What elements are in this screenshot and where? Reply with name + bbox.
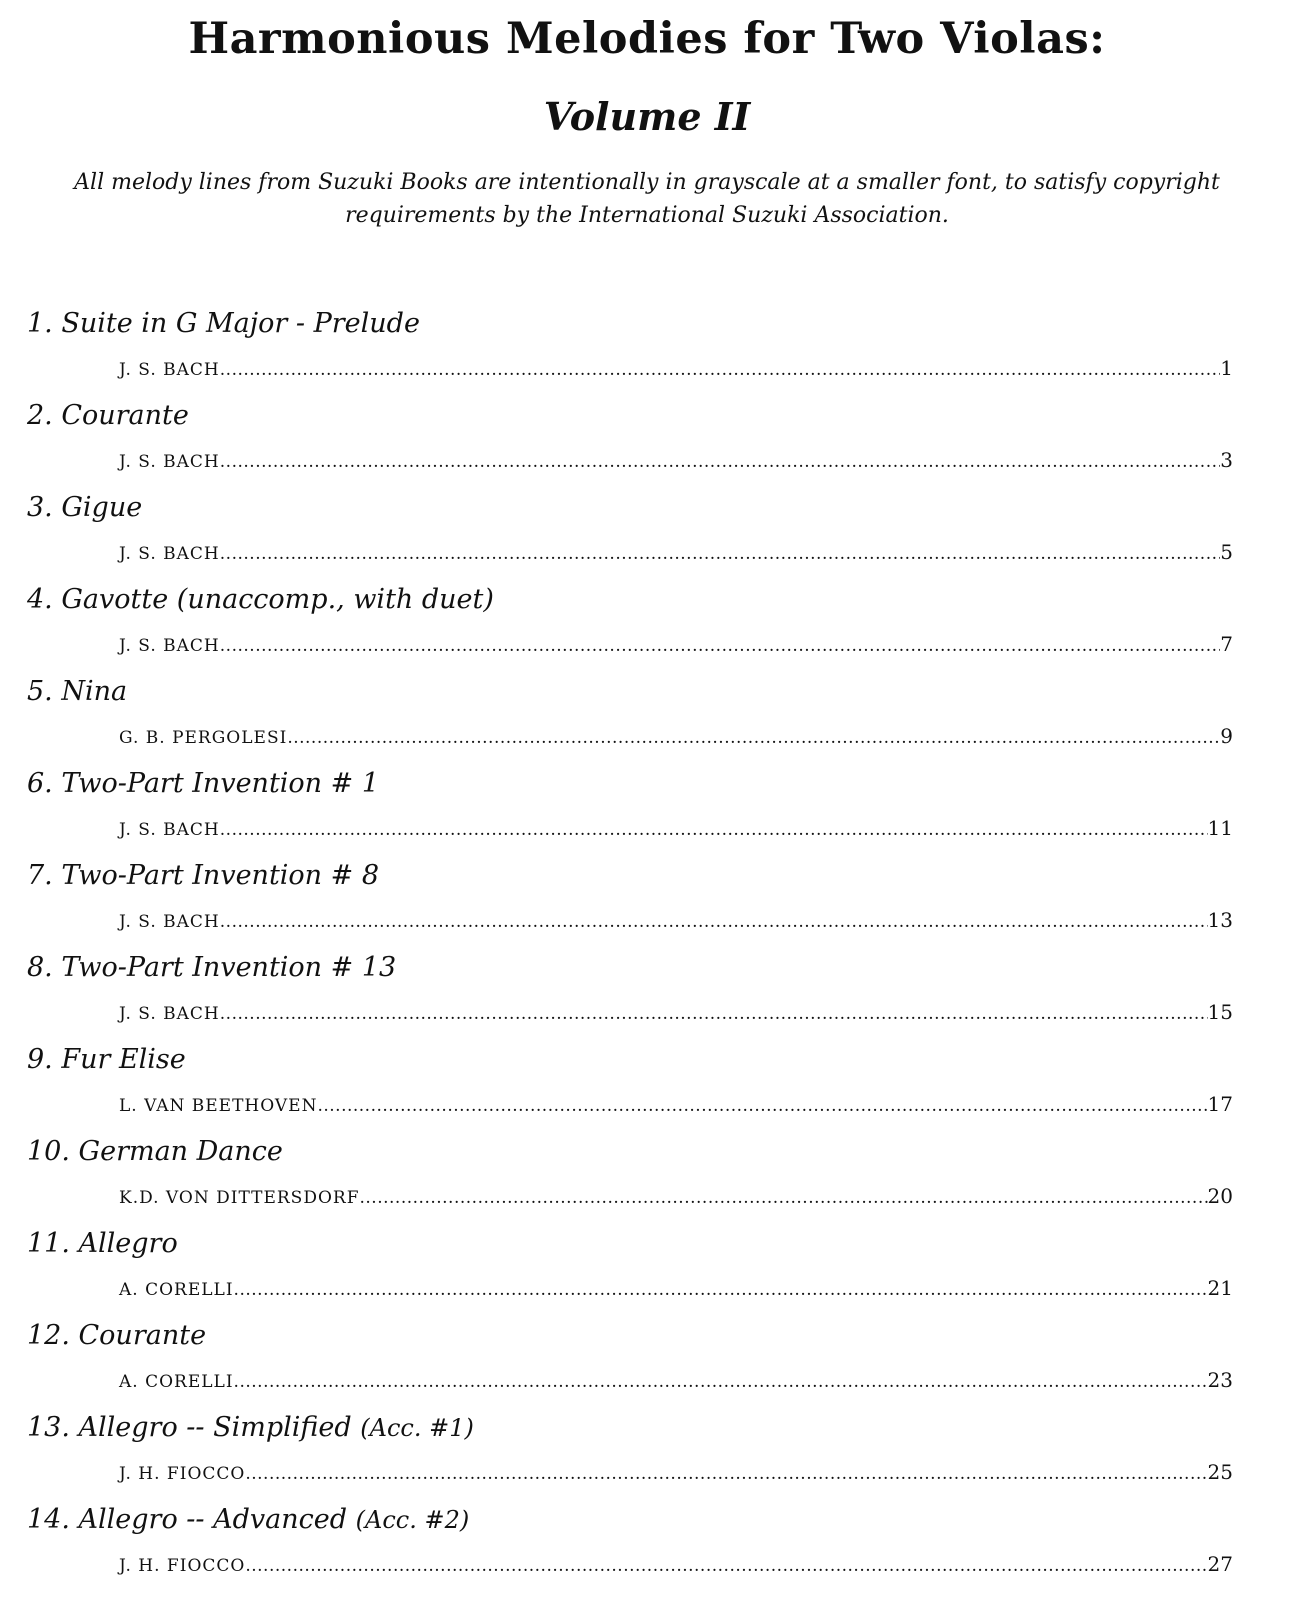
piece-title: 10. German Dance <box>27 1136 283 1167</box>
dot-leader <box>245 1464 1207 1484</box>
composer: J. S. BACH <box>119 636 220 656</box>
piece-title: 6. Two-Part Invention # 1 <box>27 768 380 799</box>
piece-title: 2. Courante <box>27 400 189 431</box>
accompaniment-note: (Acc. #1) <box>360 1414 474 1442</box>
toc-entry[interactable] <box>0 768 1294 860</box>
dot-leader <box>245 1556 1207 1576</box>
piece-title: 14. Allegro -- Advanced (Acc. #2) <box>27 1504 470 1535</box>
composer: A. CORELLI <box>119 1280 234 1300</box>
toc-line <box>119 1000 1233 1024</box>
piece-title: 13. Allegro -- Simplified (Acc. #1) <box>27 1412 474 1443</box>
page-number: 15 <box>1207 1000 1233 1024</box>
toc-entry[interactable] <box>0 1320 1294 1412</box>
page-number: 11 <box>1207 816 1233 840</box>
toc-entry[interactable] <box>0 308 1294 400</box>
piece-title: 11. Allegro <box>27 1228 178 1259</box>
page-number: 21 <box>1207 1276 1233 1300</box>
composer: K.D. VON DITTERSDORF <box>119 1188 360 1208</box>
page-number: 25 <box>1207 1460 1233 1484</box>
page-number: 13 <box>1207 908 1233 932</box>
toc-entry[interactable] <box>0 860 1294 952</box>
composer: J. S. BACH <box>119 452 220 472</box>
piece-title: 7. Two-Part Invention # 8 <box>27 860 380 891</box>
piece-title: 12. Courante <box>27 1320 207 1351</box>
page-number: 5 <box>1220 540 1233 564</box>
toc-entry[interactable] <box>0 400 1294 492</box>
composer: J. S. BACH <box>119 544 220 564</box>
toc-line <box>119 1276 1233 1300</box>
toc-line <box>119 724 1233 748</box>
composer: J. S. BACH <box>119 912 220 932</box>
page-number: 1 <box>1220 356 1233 380</box>
dot-leader <box>220 1004 1208 1024</box>
toc-line <box>119 632 1233 656</box>
page-number: 20 <box>1207 1184 1233 1208</box>
dot-leader <box>220 912 1208 932</box>
dot-leader <box>234 1372 1208 1392</box>
toc-line <box>119 540 1233 564</box>
piece-title: 8. Two-Part Invention # 13 <box>27 952 397 983</box>
toc-line <box>119 1184 1233 1208</box>
toc-entry[interactable] <box>0 584 1294 676</box>
toc-line <box>119 356 1233 380</box>
page-number: 7 <box>1220 632 1233 656</box>
dot-leader <box>220 636 1221 656</box>
composer: J. S. BACH <box>119 820 220 840</box>
toc-line <box>119 1092 1233 1116</box>
toc-entry[interactable] <box>0 1136 1294 1228</box>
page-number: 9 <box>1220 724 1233 748</box>
composer: A. CORELLI <box>119 1372 234 1392</box>
page-number: 17 <box>1207 1092 1233 1116</box>
page-number: 23 <box>1207 1368 1233 1392</box>
toc-entry[interactable] <box>0 952 1294 1044</box>
page-number: 27 <box>1207 1552 1233 1576</box>
piece-title: 1. Suite in G Major - Prelude <box>27 308 420 339</box>
toc-entry[interactable] <box>0 1412 1294 1504</box>
toc-entry[interactable] <box>0 1044 1294 1136</box>
composer: L. VAN BEETHOVEN <box>119 1096 318 1116</box>
toc-line <box>119 448 1233 472</box>
toc-line <box>119 908 1233 932</box>
document-title: Harmonious Melodies for Two Violas: <box>188 14 1106 64</box>
composer: J. H. FIOCCO <box>119 1556 246 1576</box>
dot-leader <box>220 820 1208 840</box>
dot-leader <box>220 360 1221 380</box>
dot-leader <box>360 1188 1208 1208</box>
dot-leader <box>220 452 1221 472</box>
table-of-contents <box>0 308 1294 1596</box>
composer: J. S. BACH <box>119 360 220 380</box>
toc-line <box>119 1368 1233 1392</box>
toc-line <box>119 1552 1233 1576</box>
composer: J. S. BACH <box>119 1004 220 1024</box>
dot-leader <box>317 1096 1207 1116</box>
piece-title: 5. Nina <box>27 676 128 707</box>
toc-entry[interactable] <box>0 1228 1294 1320</box>
accompaniment-note: (Acc. #2) <box>355 1506 470 1534</box>
toc-entry[interactable] <box>0 676 1294 768</box>
toc-line <box>119 1460 1233 1484</box>
dot-leader <box>220 544 1221 564</box>
volume-subtitle: Volume II <box>543 94 751 139</box>
piece-title: 4. Gavotte (unaccomp., with duet) <box>27 584 494 615</box>
page-number: 3 <box>1220 448 1233 472</box>
dot-leader <box>234 1280 1208 1300</box>
toc-entry[interactable] <box>0 492 1294 584</box>
toc-entry[interactable] <box>0 1504 1294 1596</box>
copyright-note: All melody lines from Suzuki Books are intentionally in grayscale at a smaller font, to satisfy copyright requirements by the International Suzuki Association. <box>74 170 1220 228</box>
composer: J. H. FIOCCO <box>119 1464 246 1484</box>
piece-title: 9. Fur Elise <box>27 1044 186 1075</box>
piece-title: 3. Gigue <box>27 492 143 523</box>
toc-line <box>119 816 1233 840</box>
composer: G. B. PERGOLESI <box>119 728 288 748</box>
dot-leader <box>287 728 1220 748</box>
